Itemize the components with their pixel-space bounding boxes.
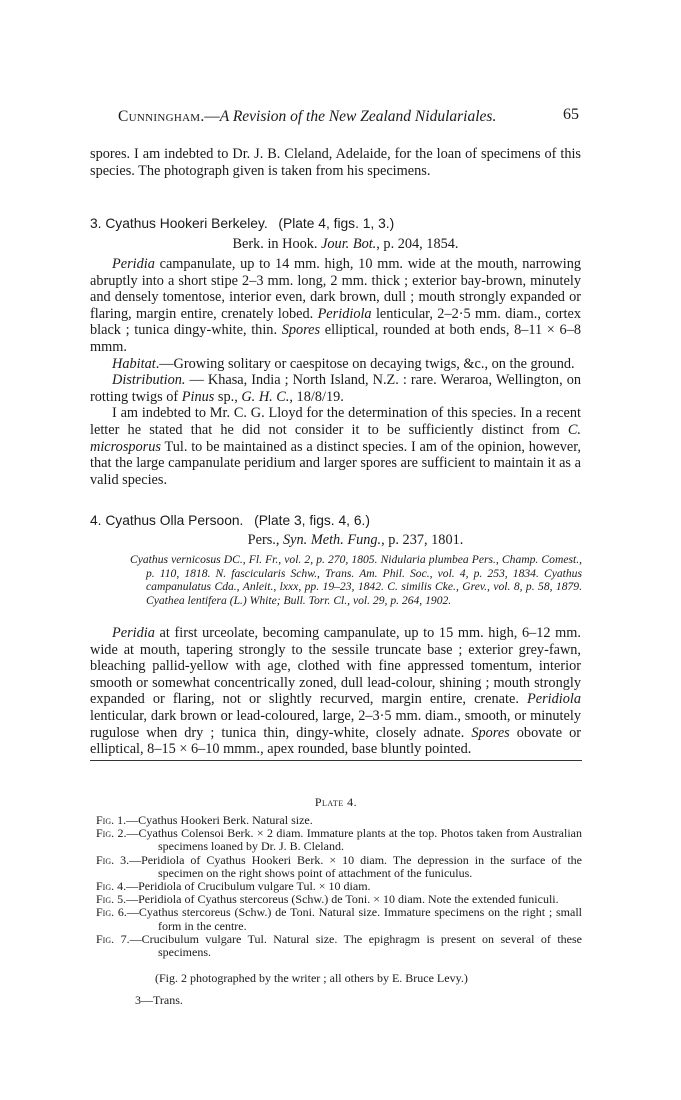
species-3-plate-ref: (Plate 4, figs. 1, 3.) (278, 216, 395, 231)
species-3-habitat (90, 356, 581, 373)
label-habitat: Habitat (112, 355, 156, 372)
figure-text: —Peridiola of Cyathus stercoreus (Schw.) de Toni. × 10 diam. Note the extended funiculi. (126, 892, 559, 907)
synonymy-text: Cyathus vernicosus DC., Fl. Fr., vol. 2, p. 270, 1805. Nidularia plumbea Pers., Champ. Comest., p. 110, 1818. N. fascicularis Schw., Trans. Am. Phil. Soc., vol. 4, p. 253, 1834. Cyathus campanulatus Cda., Anleit., lxxx, pp. 19–23, 1842. C. similis Cke., Grev., vol. 8, p. 58, 1879. Cyathea lentifera (L.) White; Bull. Torr. Cl., vol. 29, p. 264, 1902. (130, 553, 582, 607)
section-divider (90, 760, 582, 761)
label-peridiola: Peridiola (526, 691, 581, 708)
label-peridiola: Peridiola (317, 305, 372, 322)
species-3-desc-paragraph (90, 256, 581, 356)
citation-page: , p. 204, 1854. (376, 236, 459, 252)
distribution-collector: G. H. C. (241, 388, 290, 405)
species-3-distribution (90, 372, 581, 405)
note-text-b: Tul. to be maintained as a distinct species. I am of the opinion, however, that the large campanulate peridium and larger spores are sufficient to maintain it as a valid species. (90, 438, 581, 488)
signature-mark: 3—Trans. (135, 993, 183, 1007)
citation-work: Syn. Meth. Fung. (283, 532, 382, 548)
intro-paragraph (90, 146, 581, 179)
figure-label: Fig. 5. (96, 892, 127, 907)
distribution-date: , 18/8/19. (289, 388, 344, 405)
plate-title: Plate 4. (314, 795, 358, 809)
citation-page: , p. 237, 1801. (381, 532, 464, 548)
note-text-a: I am indebted to Mr. C. G. Lloyd for the determination of this species. In a recent letter he stated that he did not consider it to be sufficiently distinct from (90, 405, 581, 438)
header-author: Cunningham (118, 108, 201, 125)
intro-text: spores. I am indebted to Dr. J. B. Cleland, Adelaide, for the loan of specimens of this species. The photograph given is taken from his specimens. (90, 146, 581, 179)
label-distribution: Distribution. (112, 372, 186, 389)
species-3-note (90, 405, 581, 488)
species-4-citation (110, 532, 601, 549)
photo-credit: (Fig. 2 photographed by the writer ; all others by E. Bruce Levy.) (155, 971, 468, 985)
species-4-desc-paragraph (90, 625, 581, 758)
figure-text: —Crucibulum vulgare Tul. Natural size. The epighragm is present on several of these specimens. (129, 931, 582, 960)
figure-text: —Peridiola of Cyathus Hookeri Berk. × 10 diam. The depression in the surface of the specimen on the right shows point of attachment of the funiculus. (129, 852, 582, 880)
species-3-description (90, 256, 581, 488)
figure-caption (96, 906, 582, 932)
label-peridia: Peridia (112, 625, 155, 641)
page-number: 65 (563, 106, 579, 123)
figure-text: —Peridiola of Crucibulum vulgare Tul. × 10 diam. (126, 879, 371, 894)
species-4-title: 4. Cyathus Olla Persoon. (90, 513, 244, 528)
figure-text: —Cyathus Colensoi Berk. × 2 diam. Immature plants at the top. Photos taken from Australian specimens loaned by Dr. J. B. Cleland. (126, 826, 582, 854)
habitat-text: .—Growing solitary or caespitose on decaying twigs, &c., on the ground. (155, 355, 575, 372)
figure-label: Fig. 1. (96, 813, 127, 827)
figure-label: Fig. 7. (96, 931, 130, 946)
figure-label: Fig. 6. (96, 905, 127, 920)
species-3-citation (100, 236, 591, 253)
header-title: A Revision of the New Zealand Nidulariales. (219, 108, 497, 125)
species-4-description (90, 625, 581, 758)
distribution-genus: Pinus (181, 388, 215, 405)
desc-spores: obovate or elliptical, 8–15 × 6–10 mmm., apex rounded, base bluntly pointed. (90, 724, 581, 758)
label-spores: Spores (471, 724, 510, 741)
figure-caption (96, 933, 582, 959)
figure-caption (96, 854, 582, 880)
citation-author: Pers., (247, 532, 284, 548)
note-species: C. microsporus (90, 421, 581, 455)
desc-peridiola: lenticular, dark brown or lead-coloured, large, 2–3·5 mm. diam., smooth, or minutely rugulose when dry ; tunica thin, dingy-white, closely adnate. (90, 707, 581, 741)
desc-peridia: at first urceolate, becoming campanulate, up to 15 mm. high, 6–12 mm. wide at mouth, tapering strongly to the sessile truncate base ; exterior grey-fawn, bleaching pallid-yellow with age, clothed with fine appressed tomentum, interior smooth or somewhat concentrically zoned, dull lead-colour, shining ; mouth strongly expanded or flaring, not or slightly recurved, margin entire, crenate. (90, 625, 581, 708)
figure-caption (96, 827, 582, 853)
species-3-heading (90, 216, 581, 233)
desc-peridia: campanulate, up to 14 mm. high, 10 mm. wide at the mouth, narrowing abruptly into a short stipe 2–3 mm. long, 2 mm. thick ; exterior bay-brown, minutely and densely tomentose, interior even, dark brown, dull ; mouth strongly expanded or flaring, margin entire, crenately lobed. (90, 256, 581, 322)
label-peridia: Peridia (112, 256, 155, 272)
figure-text: —Cyathus stercoreus (Schw.) de Toni. Natural size. Immature specimens on the right ; small form in the centre. (126, 905, 582, 933)
citation-author: Berk. in Hook. (232, 236, 318, 252)
species-4-plate-ref: (Plate 3, figs. 4, 6.) (254, 513, 370, 528)
plate-figure-list (96, 814, 582, 959)
citation-journal: Jour. Bot. (321, 236, 377, 252)
species-4-synonymy (130, 553, 582, 607)
figure-text: —Cyathus Hookeri Berk. Natural size. (126, 813, 313, 827)
label-spores: Spores (281, 322, 321, 339)
species-3-title: 3. Cyathus Hookeri Berkeley. (90, 216, 268, 231)
desc-spores: elliptical, rounded at both ends, 8–11 × 6–8 mmm. (90, 322, 581, 355)
running-header (118, 108, 588, 126)
figure-label: Fig. 2. (96, 826, 127, 841)
figure-label: Fig. 3. (96, 852, 130, 867)
header-dash: .— (200, 108, 220, 125)
figure-label: Fig. 4. (96, 879, 127, 894)
desc-peridiola: lenticular, 2–2·5 mm. diam., cortex black ; tunica dingy-white, thin. (90, 305, 582, 339)
distribution-sp: sp., (214, 388, 242, 405)
distribution-text: — Khasa, India ; North Island, N.Z. : rare. Weraroa, Wellington, on rotting twigs of (90, 372, 581, 405)
species-4-heading (90, 513, 581, 530)
